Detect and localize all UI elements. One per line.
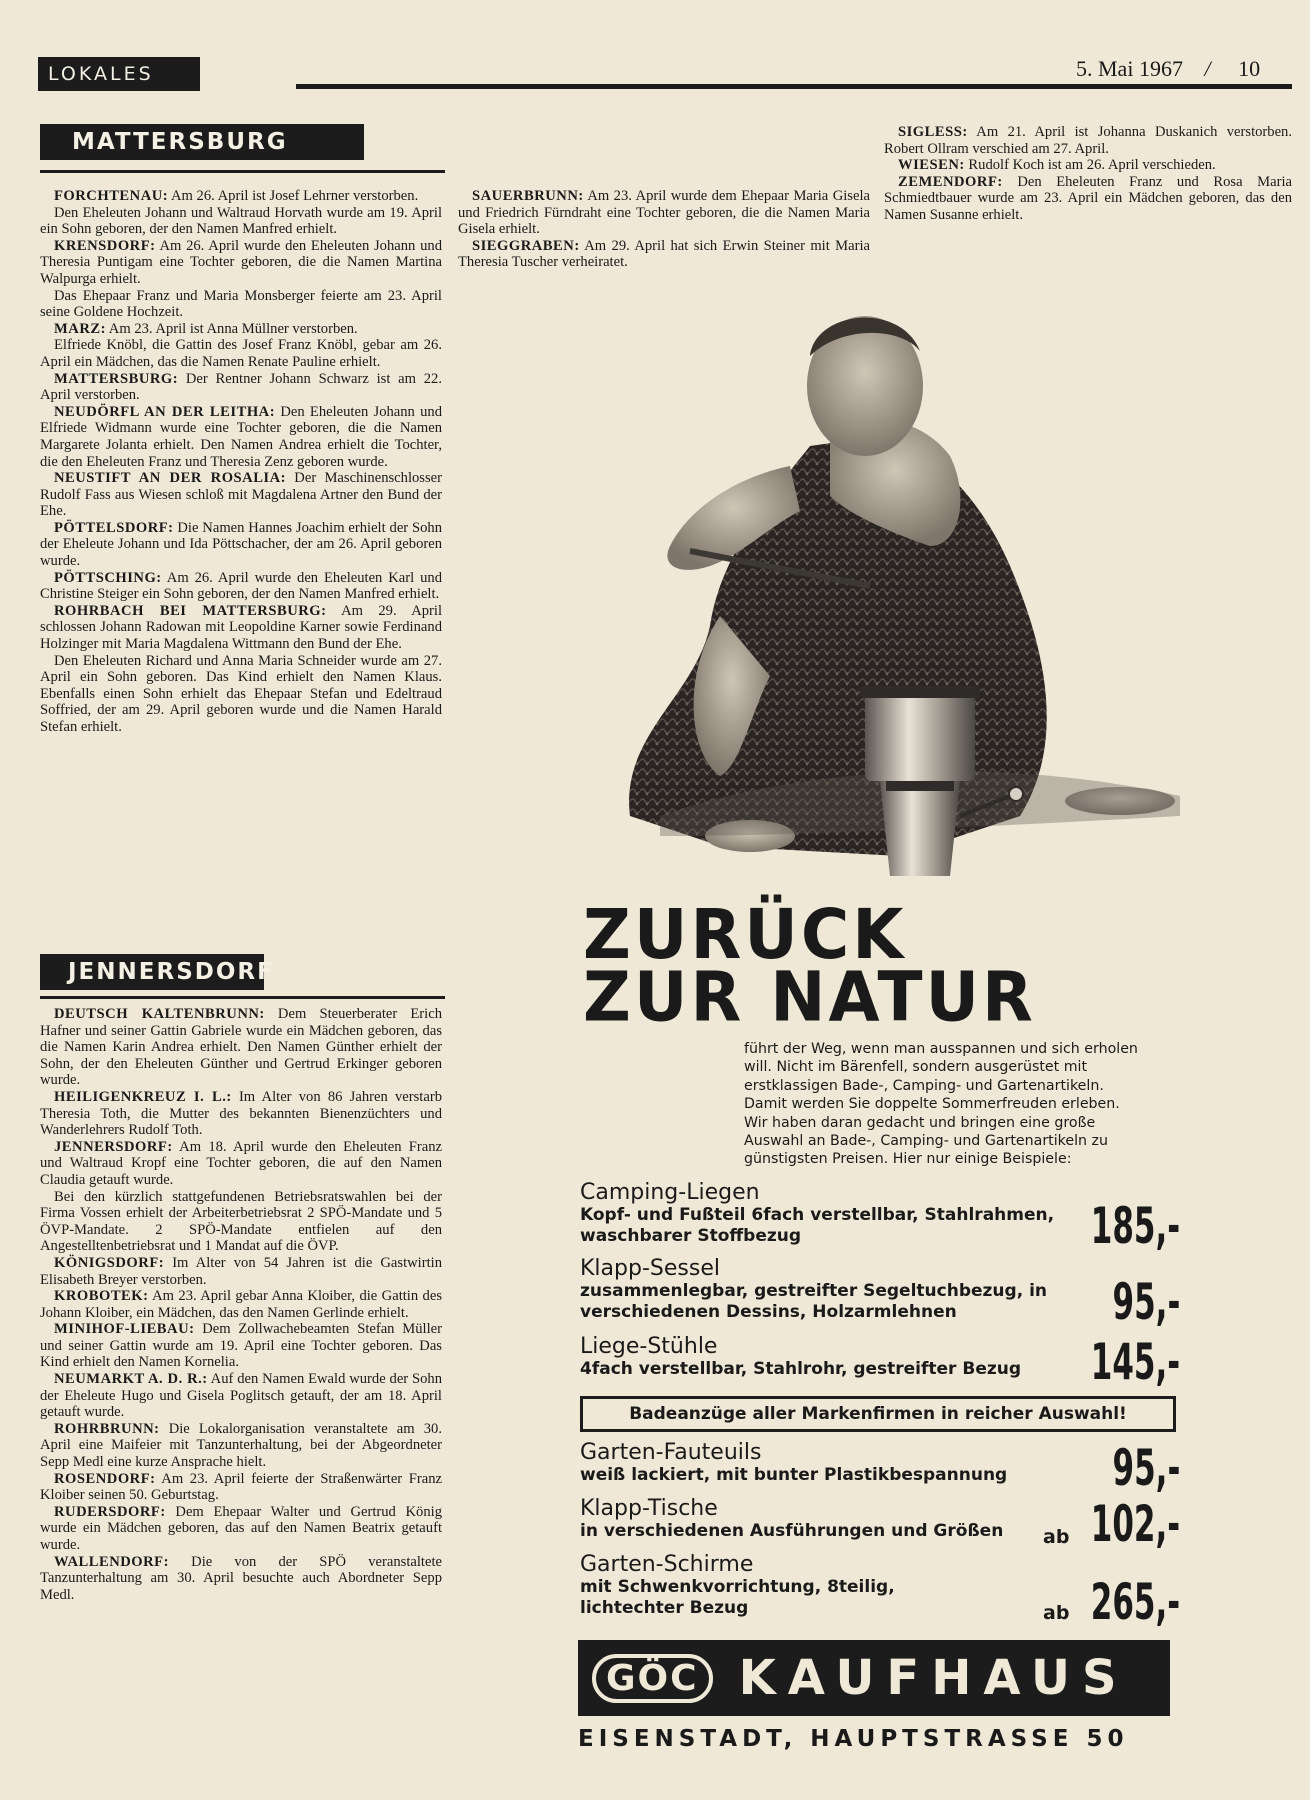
- news-item: [40, 1554, 442, 1604]
- item-text: Der Rentner Johann Schwarz ist am 22. April verstorben.: [40, 370, 442, 404]
- item-text: Im Alter von 54 Jahren ist die Gastwirtin Elisabeth Breyer verstorben.: [40, 1254, 442, 1288]
- news-item: [40, 238, 442, 288]
- ad-item: [580, 1256, 1180, 1332]
- item-text: Im Alter von 86 Jahren verstarb Theresia Toth, die Mutter des bekannten Bienenzüchters und Wanderlehrers Rudolf Toth.: [40, 1088, 442, 1139]
- item-text: Dem Zollwachebeamten Stefan Müller und seiner Gattin wurde am 19. April eine Tochter geboren. Das Kind erhielt den Namen Kornelia.: [40, 1321, 442, 1371]
- news-item: [40, 1371, 442, 1421]
- ad-item-desc: mit Schwenkvorrichtung, 8teilig, lichtechter Bezug: [580, 1577, 895, 1618]
- ad-item-price: 102,-: [1090, 1495, 1180, 1553]
- item-text: Am 29. April hat sich Erwin Steiner mit Maria Theresia Tuscher verheiratet.: [458, 237, 871, 271]
- ad-item-name: Klapp-Tische: [580, 1496, 718, 1521]
- place-name: DEUTSCH KALTENBRUNN:: [54, 1006, 265, 1022]
- header-rule: [296, 84, 1292, 89]
- item-text: Am 26. April wurde den Eheleuten Karl und Christine Steiger ein Sohn geboren, der den Namen Manfred erhielt.: [40, 569, 442, 603]
- place-name: PÖTTELSDORF:: [54, 519, 174, 536]
- place-name: KÖNIGSDORF:: [54, 1254, 165, 1271]
- news-item: [884, 174, 1292, 224]
- ad-item-name: Klapp-Sessel: [580, 1256, 720, 1281]
- news-item: [458, 238, 870, 271]
- ad-item-price: 95,-: [1112, 1273, 1180, 1331]
- news-item: [40, 337, 442, 370]
- ad-item-name: Liege-Stühle: [580, 1334, 718, 1359]
- mattersburg-heading: [40, 124, 364, 160]
- news-item: [40, 188, 442, 205]
- date-separator: /: [1204, 56, 1211, 81]
- news-item: [40, 1139, 442, 1189]
- ad-item-desc: 4fach verstellbar, Stahlrohr, gestreifter Bezug: [580, 1359, 1022, 1379]
- ad-item-price: 95,-: [1112, 1439, 1180, 1497]
- store-address: [578, 1726, 1178, 1752]
- page-number: 10: [1238, 56, 1261, 81]
- place-name: SIGLESS:: [898, 124, 968, 140]
- news-item: [40, 1321, 442, 1371]
- place-name: ZEMENDORF:: [898, 173, 1003, 190]
- news-item: [40, 404, 442, 470]
- item-text: Am 29. April schlossen Johann Radowan mit Leopoldine Karner sowie Ferdinand Holzinger mit Maria Magdalena Wittmann den Bund der Ehe.: [40, 602, 443, 653]
- ad-photo: [600, 296, 1190, 896]
- ad-item: [580, 1552, 1180, 1630]
- item-text: Die Lokalorganisation veranstaltete am 30. April eine Maifeier mit Tanzunterhaltung, bei der Abgeordneter Sepp Medl eine kurze Ansprache hielt.: [40, 1420, 442, 1471]
- item-text: Den Eheleuten Johann und Elfriede Widmann wurde eine Tochter geboren, die die Namen Margarete Jolanta erhielt. Den Namen Andrea erhielt die Tochter, die den Eheleuten Franz und Theresia Zenz geboren wurde.: [40, 403, 443, 470]
- news-item: [40, 1006, 442, 1089]
- place-name: JENNERSDORF:: [54, 1138, 173, 1155]
- ad-item-desc: zusammenlegbar, gestreifter Segeltuchbezug, in verschiedenen Dessins, Holzarmlehnen: [580, 1281, 1047, 1322]
- date: 5. Mai 1967: [1076, 56, 1183, 81]
- news-item: [40, 1189, 442, 1255]
- news-item: [40, 1089, 442, 1139]
- ad-item-name: Garten-Fauteuils: [580, 1440, 762, 1465]
- item-text: Am 26. April ist Josef Lehrner verstorben.: [171, 188, 419, 204]
- news-item: [40, 1288, 442, 1321]
- ad-headline: [583, 894, 1036, 1038]
- item-text: Die Namen Hannes Joachim erhielt der Sohn der Eheleute Johann und Ida Pöttschacher, der am 26. April geboren wurde.: [40, 519, 443, 570]
- item-text: Auf den Namen Ewald wurde der Sohn der Eheleute Hugo und Gisela Poglitsch getauft, der am 18. April getauft wurde.: [40, 1371, 442, 1421]
- item-text: Die von der SPÖ veranstaltete Tanzunterhaltung am 30. April besuchte auch Abordneter Sepp Medl.: [40, 1553, 442, 1603]
- place-name: SIEGGRABEN:: [472, 237, 580, 254]
- ad-item-name: Camping-Liegen: [580, 1180, 760, 1205]
- store-name: KAUFHAUS: [738, 1650, 1129, 1706]
- store-logo: GÖC: [592, 1654, 713, 1703]
- place-name: WIESEN:: [898, 157, 965, 174]
- ad-item: [580, 1180, 1180, 1258]
- place-name: ROHRBACH BEI MATTERSBURG:: [54, 602, 327, 619]
- place-name: NEUSTIFT AN DER ROSALIA:: [54, 470, 287, 487]
- middle-column: [458, 188, 870, 271]
- item-text: Rudolf Koch ist am 26. April verschieden.: [968, 157, 1216, 174]
- item-text: Am 23. April ist Anna Müllner verstorben.: [108, 320, 358, 337]
- mattersburg-column: [40, 188, 442, 736]
- news-item: [40, 603, 442, 653]
- item-text: Dem Ehepaar Walter und Gertrud König wurde ein Mädchen geboren, das auf den Namen Beatrix getauft wurde.: [40, 1503, 442, 1553]
- ad-item-desc: weiß lackiert, mit bunter Plastikbespannung: [580, 1465, 1008, 1485]
- item-text: Am 23. April wurde dem Ehepaar Maria Gisela und Friedrich Fürndraht eine Tochter geboren, die die Namen Maria Gisela erhielt.: [458, 188, 870, 238]
- item-text: Das Ehepaar Franz und Maria Monsberger feierte am 23. April seine Goldene Hochzeit.: [40, 287, 442, 321]
- item-text: Der Maschinenschlosser Rudolf Fass aus Wiesen schloß mit Magdalena Artner den Bund der Ehe.: [40, 470, 442, 520]
- ad-banner-text: Badeanzüge aller Markenfirmen in reicher Auswahl!: [629, 1404, 1127, 1424]
- item-text: Elfriede Knöbl, die Gattin des Josef Franz Knöbl, gebar am 26. April ein Mädchen, das die Namen Renate Pauline erhielt.: [40, 337, 442, 370]
- ad-item: [580, 1496, 1180, 1552]
- item-text: Den Eheleuten Richard und Anna Maria Schneider wurde am 27. April ein Sohn geboren. Das Kind erhielt den Namen Klaus. Ebenfalls einen Sohn erhielt das Ehepaar Stefan und Edeltraud Soffried, der am 29. April geboren wurde und die Namen Harald Stefan erhielt.: [40, 652, 442, 735]
- news-item: [884, 124, 1292, 157]
- jennersdorf-heading: [40, 954, 275, 990]
- ad-item-name: Garten-Schirme: [580, 1552, 754, 1577]
- section-label-text: LOKALES: [48, 63, 154, 85]
- item-text: Den Eheleuten Franz und Rosa Maria Schmiedtbauer wurde am 23. April ein Mädchen geboren, das den Namen Susanne erhielt.: [884, 173, 1292, 223]
- news-item: [40, 653, 442, 736]
- news-item: [884, 157, 1292, 174]
- ad-item-price: 265,-: [1090, 1573, 1180, 1631]
- place-name: MATTERSBURG:: [54, 370, 179, 387]
- place-name: RUDERSDORF:: [54, 1503, 166, 1520]
- ad-item-price: 145,-: [1090, 1333, 1180, 1391]
- place-name: KROBOTEK:: [54, 1288, 149, 1305]
- place-name: FORCHTENAU:: [54, 188, 169, 204]
- mattersburg-rule: [40, 170, 445, 173]
- caveman-photo: [600, 296, 1190, 896]
- place-name: MARZ:: [54, 320, 106, 337]
- jennersdorf-rule: [40, 996, 445, 999]
- place-name: HEILIGENKREUZ I. L.:: [54, 1088, 232, 1105]
- news-item: [40, 1504, 442, 1554]
- place-name: MINIHOF-LIEBAU:: [54, 1321, 195, 1338]
- section-label: [38, 57, 200, 91]
- ad-item-price: 185,-: [1090, 1197, 1180, 1255]
- item-text: Am 21. April ist Johanna Duskanich verstorben. Robert Ollram verschied am 27. April.: [884, 124, 1292, 157]
- ad-item: [580, 1334, 1180, 1390]
- item-text: Den Eheleuten Johann und Waltraud Horvath wurde am 19. April ein Sohn geboren, der den Namen Manfred erhielt.: [40, 204, 442, 238]
- news-item: [40, 520, 442, 570]
- item-text: Am 18. April wurde den Eheleuten Franz und Waltraud Kropf eine Tochter geboren, die auf den Namen Claudia getauft wurde.: [40, 1138, 443, 1188]
- place-name: ROHRBRUNN:: [54, 1420, 160, 1437]
- news-item: [40, 371, 442, 404]
- ad-item-prefix: ab: [1043, 1602, 1070, 1624]
- jennersdorf-column: [40, 1006, 442, 1603]
- news-item: [40, 470, 442, 520]
- header-date: [1076, 56, 1260, 82]
- ad-intro: [744, 1040, 1146, 1169]
- place-name: NEUDÖRFL AN DER LEITHA:: [54, 403, 276, 420]
- place-name: SAUERBRUNN:: [472, 188, 584, 204]
- jennersdorf-title: JENNERSDORF: [68, 959, 275, 985]
- item-text: Am 23. April gebar Anna Kloiber, die Gattin des Johann Kloiber, ein Mädchen, das den Namen Gerlinde erhielt.: [40, 1288, 443, 1321]
- store-banner: [578, 1640, 1170, 1716]
- ad-item-desc: in verschiedenen Ausführungen und Größen: [580, 1521, 1004, 1541]
- news-item: [40, 1255, 442, 1288]
- news-item: [458, 188, 870, 238]
- mattersburg-title: MATTERSBURG: [72, 129, 288, 155]
- place-name: PÖTTSCHING:: [54, 569, 162, 586]
- news-item: [40, 321, 442, 338]
- ad-headline-line1: ZURÜCK: [583, 894, 907, 975]
- place-name: WALLENDORF:: [54, 1553, 169, 1570]
- news-item: [40, 570, 442, 603]
- news-item: [40, 205, 442, 238]
- news-item: [40, 288, 442, 321]
- ad-banner: [580, 1396, 1176, 1432]
- place-name: ROSENDORF:: [54, 1470, 156, 1487]
- place-name: KRENSDORF:: [54, 237, 156, 254]
- item-text: führt der Weg, wenn man ausspannen und sich erholen will. Nicht im Bärenfell, sondern ausgerüstet mit erstklassigen Bade-, Camping- und Gartenartikeln. Damit werden Sie doppelte Sommerfreuden erleben. Wir haben daran gedacht und bringen eine große Auswahl an Bade-, Camping- und Gartenartikeln zu günstigsten Preisen. Hier nur einige Beispiele:: [744, 1041, 1138, 1168]
- ad-item-prefix: ab: [1043, 1526, 1070, 1548]
- item-text: Am 23. April feierte der Straßenwärter Franz Kloiber seinen 50. Geburtstag.: [40, 1470, 442, 1504]
- item-text: Dem Steuerberater Erich Hafner und seiner Gattin Gabriele wurde ein Mädchen geboren, das die Namen Karin Andrea erhielt. Den Namen Günther erhielt der Sohn, der den Eheleuten Günther und Gertrud Erkinger geboren wurde.: [40, 1006, 442, 1089]
- right-column: [884, 124, 1292, 224]
- item-text: Bei den kürzlich stattgefundenen Betriebsratswahlen bei der Firma Vossen erhielt der Arbeiterbetriebsrat 2 SPÖ-Mandate und 5 ÖVP-Mandate. 2 SPÖ-Mandate entfielen auf den Angestelltenbetriebsrat und 1 Mandat auf die ÖVP.: [40, 1188, 442, 1255]
- ad-item: [580, 1440, 1180, 1496]
- ad-item-desc: Kopf- und Fußteil 6fach verstellbar, Stahlrahmen, waschbarer Stoffbezug: [580, 1205, 1055, 1246]
- place-name: NEUMARKT A. D. R.:: [54, 1371, 208, 1388]
- ad-headline-line2: ZUR NATUR: [583, 957, 1036, 1038]
- item-text: EISENSTADT, HAUPTSTRASSE 50: [578, 1726, 1129, 1752]
- item-text: Am 26. April wurde den Eheleuten Johann und Theresia Puntigam eine Tochter geboren, die die Namen Martina Walpurga erhielt.: [40, 237, 442, 287]
- news-item: [40, 1471, 442, 1504]
- news-item: [40, 1421, 442, 1471]
